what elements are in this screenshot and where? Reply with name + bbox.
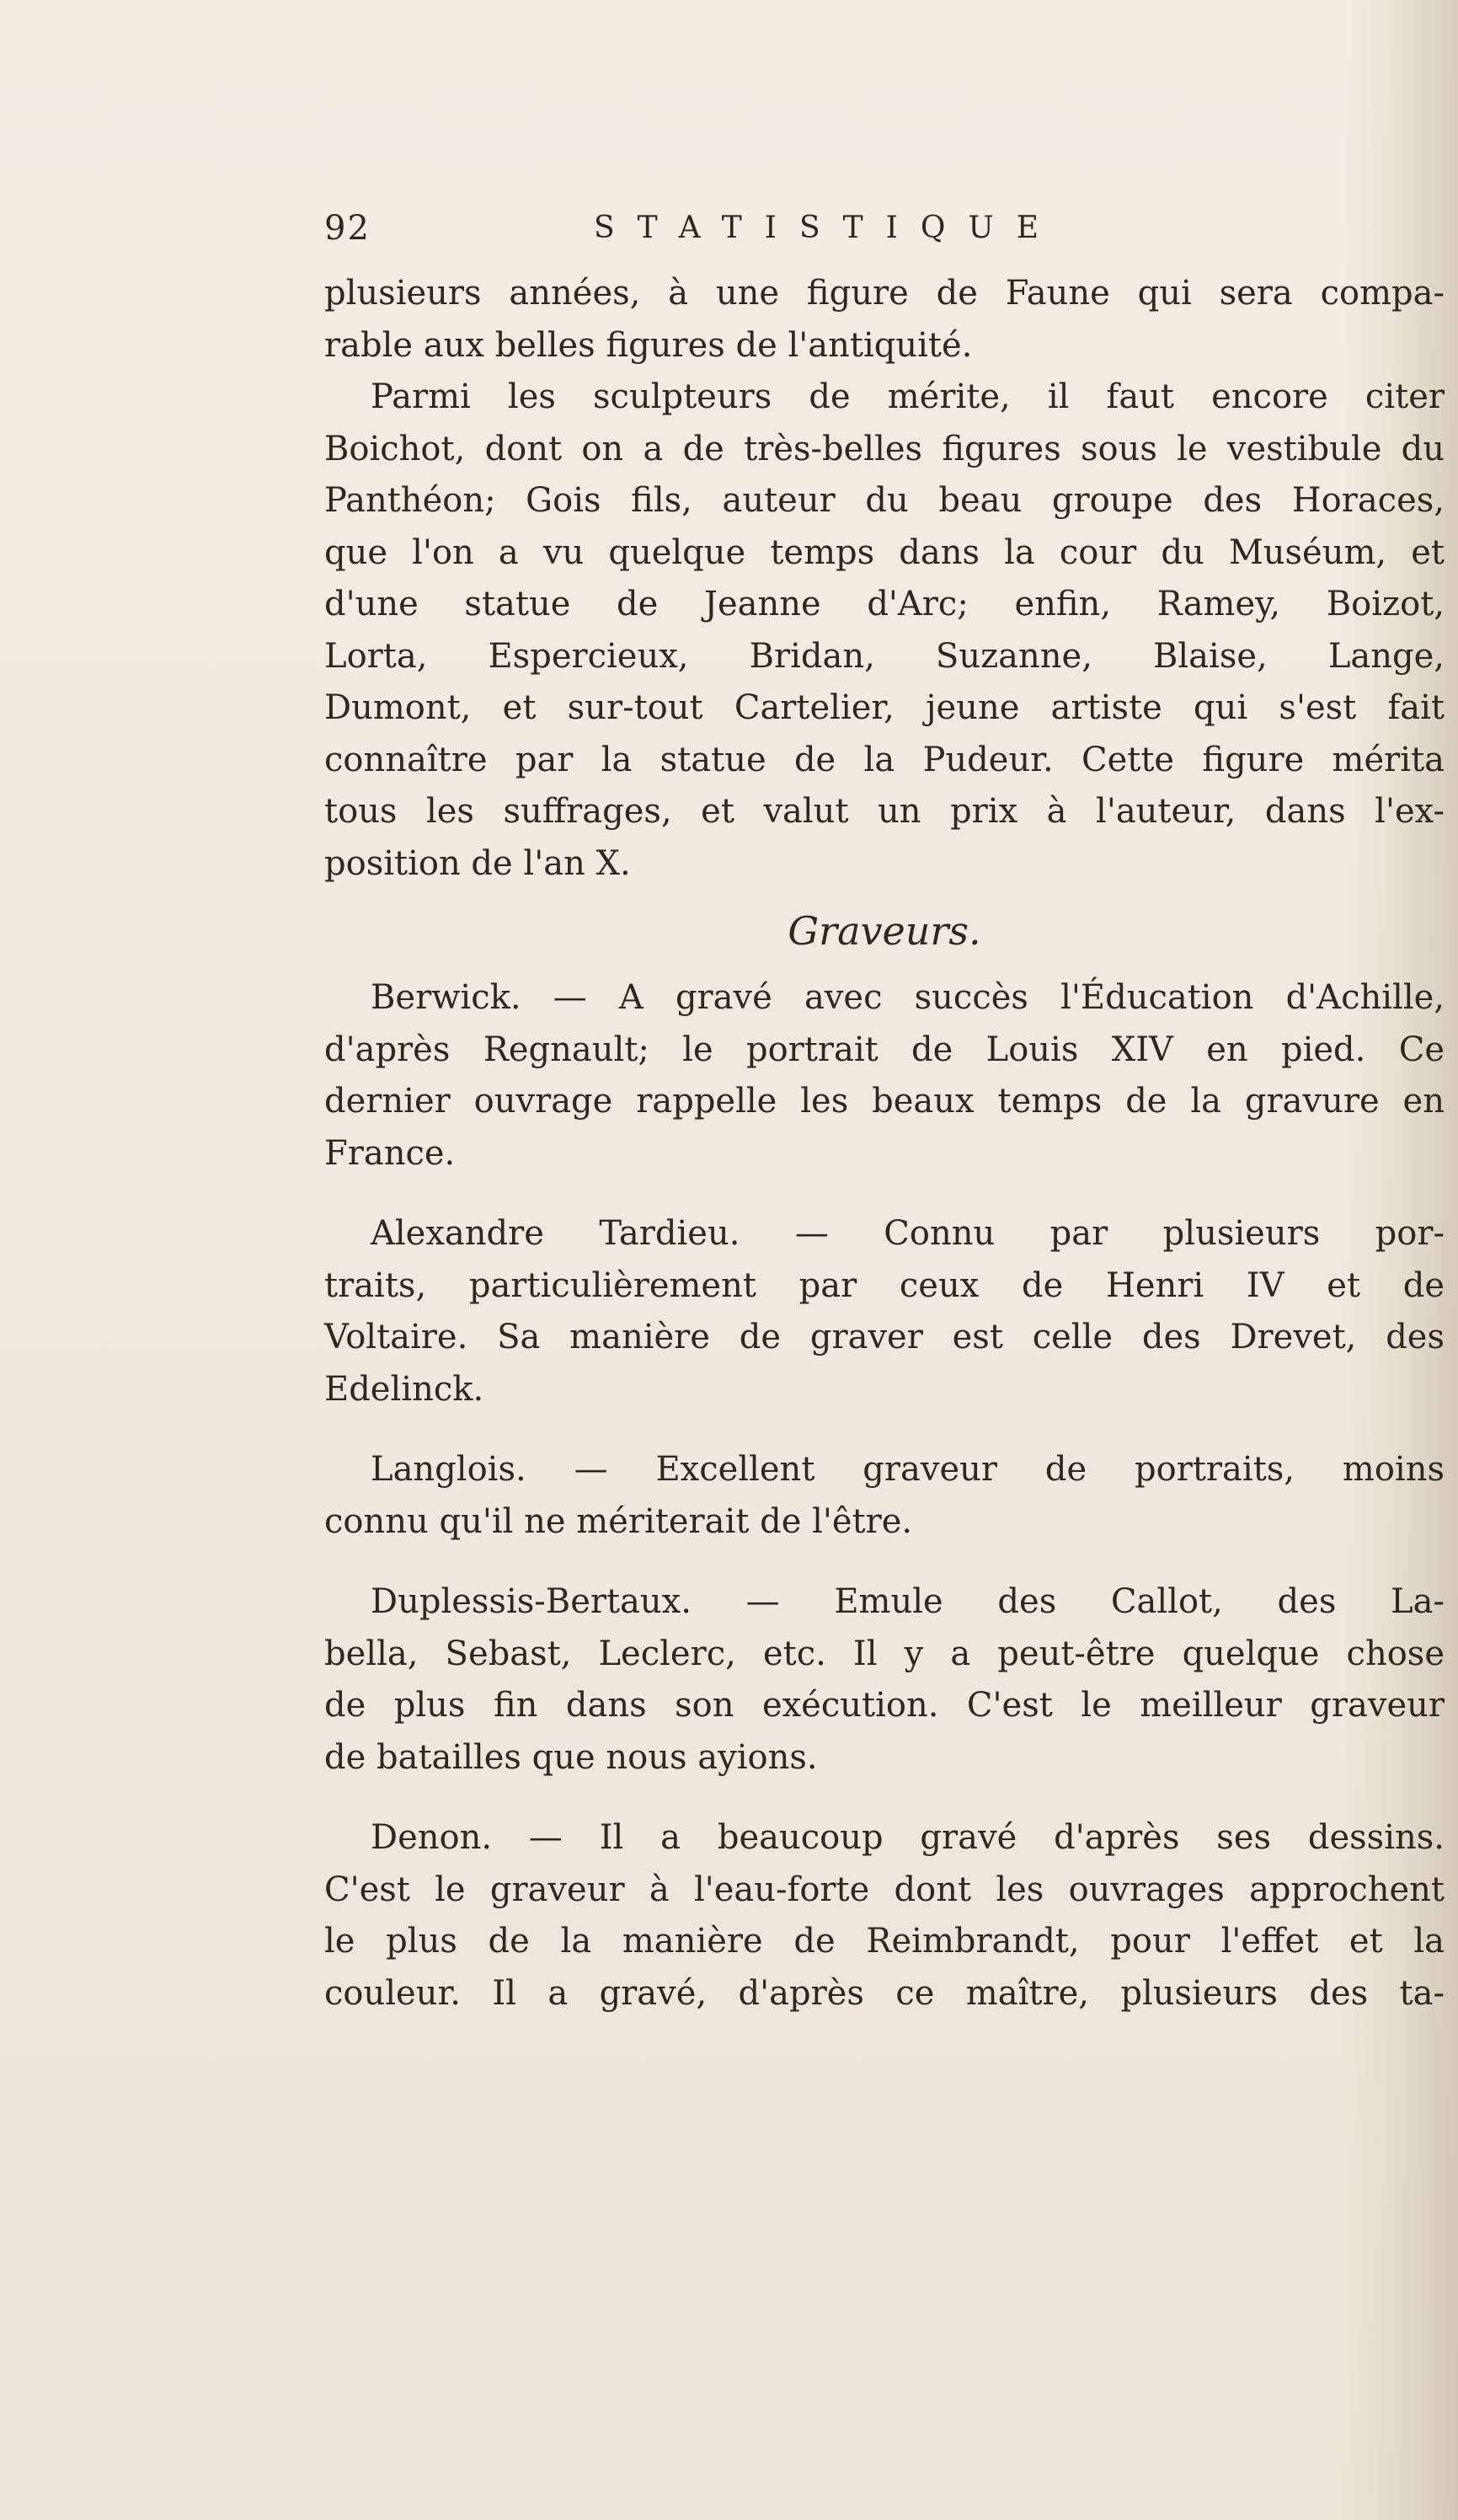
section-heading: Graveurs. [788,908,981,954]
text-line: le plus de la manière de Reimbrandt, pour l'effet et la [324,1922,1445,1961]
text-line: Lorta, Espercieux, Bridan, Suzanne, Blaise, Lange, [324,636,1445,676]
running-head-title: STATISTIQUE [594,211,1061,245]
entry-duplessis-bertaux: Duplessis-Bertaux. — Emule des Callot, des La- [371,1582,1445,1621]
running-head [324,209,1167,259]
text-line: tous les suffrages, et valut un prix à l'auteur, dans l'ex- [324,792,1445,831]
text-line: traits, particulièrement par ceux de Henri IV et de [324,1265,1445,1305]
text-line: plusieurs années, à une figure de Faune qui sera compa- [324,274,1445,313]
text-line: d'une statue de Jeanne d'Arc; enfin, Ramey, Boizot, [324,585,1445,623]
entry-gap [324,1548,1445,1576]
text-line: C'est le graveur à l'eau-forte dont les ouvrages approchent [324,1870,1445,1909]
text-line: connaître par la statue de la Pudeur. Cette figure mérita [324,740,1445,779]
text-line: Voltaire. Sa manière de graver est celle des Drevet, des [324,1318,1445,1356]
text-line: Panthéon; Gois fils, auteur du beau groupe des Horaces, [324,481,1445,520]
text-line: bella, Sebast, Leclerc, etc. Il y a peut-être quelque chose [324,1634,1445,1673]
text-line: Boichot, dont on a de très-belles figures sous le vestibule du [324,429,1445,468]
entry-gap [324,1784,1445,1812]
text-line: France. [324,1133,456,1173]
text-line: Dumont, et sur-tout Cartelier, jeune artiste qui s'est fait [324,688,1445,727]
text-block [324,268,1445,2020]
page-number: 92 [324,209,371,248]
text-line: Parmi les sculpteurs de mérite, il faut encore citer [371,377,1445,416]
entry-langlois: Langlois. — Excellent graveur de portraits, moins [371,1450,1445,1489]
text-line: couleur. Il a gravé, d'après ce maître, plusieurs des ta- [324,1973,1445,2013]
text-line: dernier ouvrage rappelle les beaux temps de la gravure en [324,1082,1445,1121]
text-line: rable aux belles figures de l'antiquité. [324,325,973,365]
entry-berwick: Berwick. — A gravé avec succès l'Éducation d'Achille, [371,978,1445,1017]
text-line: de plus fin dans son exécution. C'est le meilleur graveur [324,1686,1445,1725]
text-line: de batailles que nous ayions. [324,1737,818,1777]
text-line: d'après Regnault; le portrait de Louis XIV en pied. Ce [324,1030,1445,1069]
entry-gap [324,1180,1445,1208]
entry-tardieu: Alexandre Tardieu. — Connu par plusieurs por- [371,1214,1445,1253]
text-line: connu qu'il ne mériterait de l'être. [324,1501,913,1541]
entry-denon: Denon. — Il a beaucoup gravé d'après ses dessins. [371,1818,1445,1857]
text-line: Edelinck. [324,1369,484,1409]
entry-gap [324,1415,1445,1444]
text-line: position de l'an X. [324,843,631,883]
text-line: que l'on a vu quelque temps dans la cour du Muséum, et [324,532,1445,572]
